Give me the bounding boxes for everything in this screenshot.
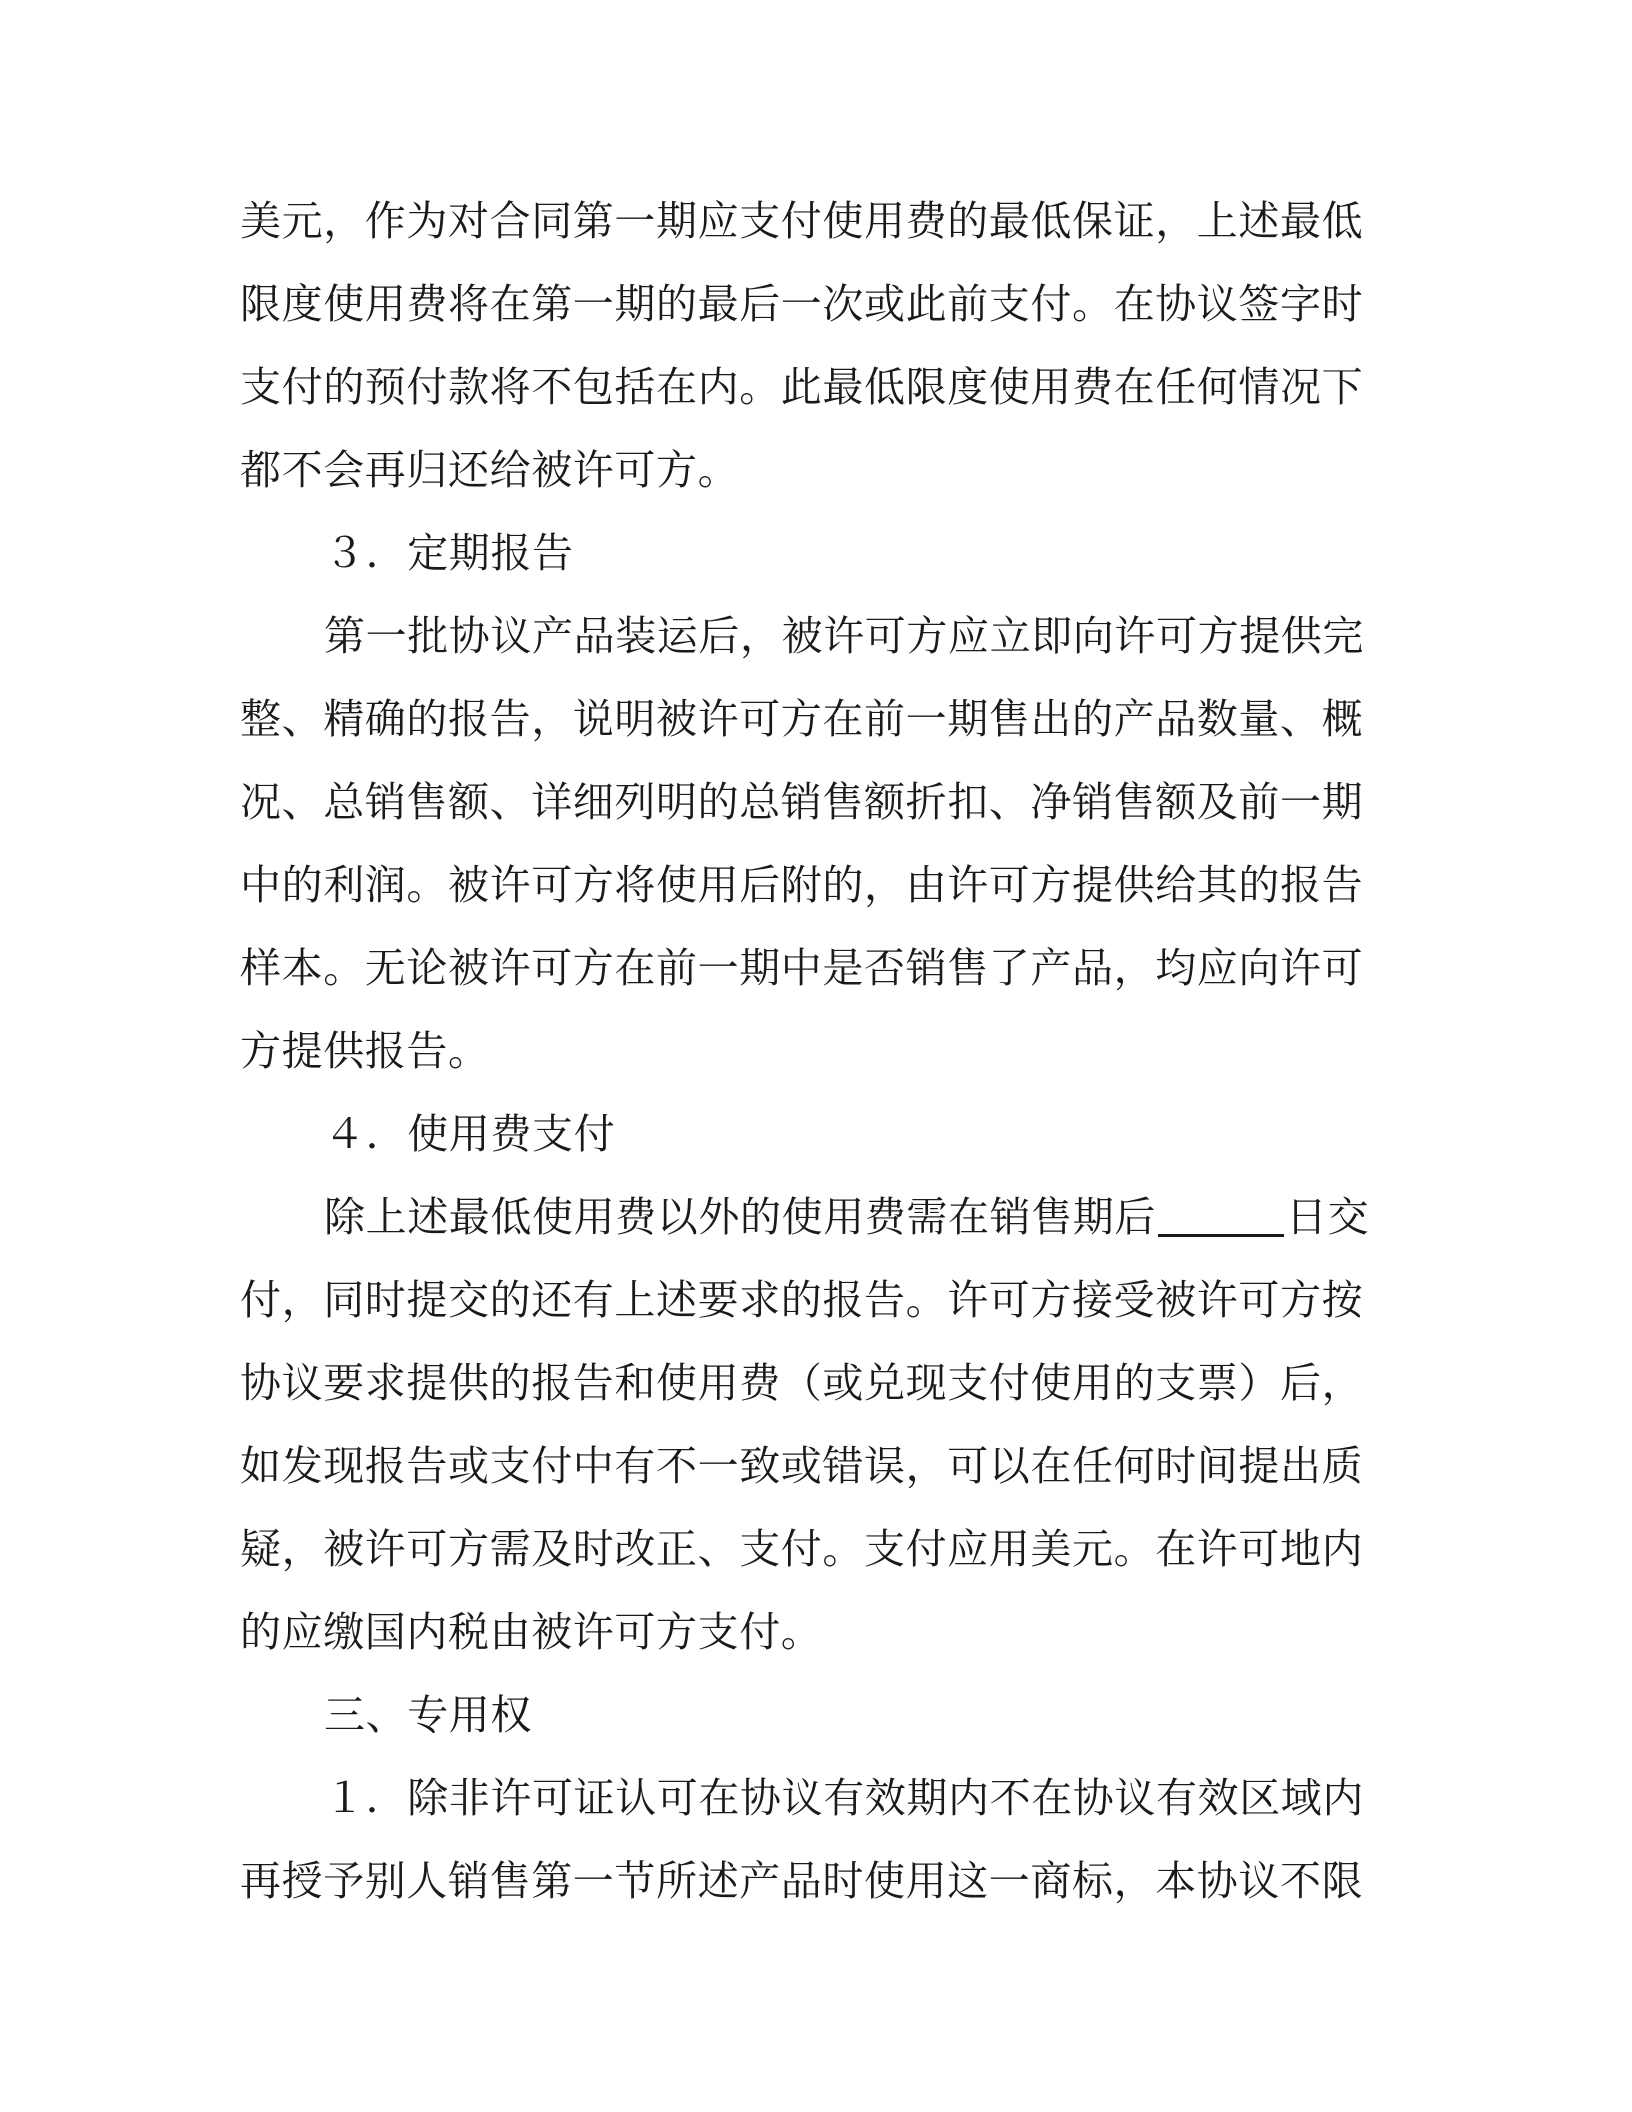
paragraph-line: 中的利润。被许可方将使用后附的，由许可方提供给其的报告	[240, 861, 1364, 909]
paragraph-line: 美元，作为对合同第一期应支付使用费的最低保证，上述最低	[240, 197, 1364, 245]
fill-in-blank	[1158, 1194, 1284, 1237]
paragraph-line: １．除非许可证认可在协议有效期内不在协议有效区域内	[324, 1774, 1364, 1822]
paragraph-line: 协议要求提供的报告和使用费（或兑现支付使用的支票）后，	[240, 1359, 1364, 1407]
paragraph-line: 况、总销售额、详细列明的总销售额折扣、净销售额及前一期	[240, 778, 1364, 826]
section-heading-exclusive-rights: 三、专用权	[324, 1691, 532, 1739]
paragraph-line: 限度使用费将在第一期的最后一次或此前支付。在协议签字时	[240, 280, 1364, 328]
paragraph-line: 第一批协议产品装运后，被许可方应立即向许可方提供完	[324, 612, 1364, 660]
paragraph-line: 都不会再归还给被许可方。	[240, 446, 740, 494]
document-body	[240, 180, 1380, 1923]
paragraph-line: 如发现报告或支付中有不一致或错误，可以在任何时间提出质	[240, 1442, 1364, 1490]
paragraph-line: 方提供报告。	[240, 1027, 490, 1075]
paragraph-line-with-blank	[240, 1176, 1380, 1259]
paragraph-line: 样本。无论被许可方在前一期中是否销售了产品，均应向许可	[240, 944, 1364, 992]
paragraph-line: 付，同时提交的还有上述要求的报告。许可方接受被许可方按	[240, 1276, 1364, 1324]
paragraph-line: 疑，被许可方需及时改正、支付。支付应用美元。在许可地内	[240, 1525, 1364, 1573]
line-text-before-blank: 除上述最低使用费以外的使用费需在销售期后	[324, 1193, 1156, 1241]
line-text-after-blank: 日交	[1286, 1193, 1370, 1241]
paragraph-line: 的应缴国内税由被许可方支付。	[240, 1608, 823, 1656]
paragraph-line: 再授予别人销售第一节所述产品时使用这一商标，本协议不限	[240, 1857, 1364, 1905]
section-heading-3: ３．定期报告	[324, 529, 574, 577]
paragraph-line: 支付的预付款将不包括在内。此最低限度使用费在任何情况下	[240, 363, 1364, 411]
paragraph-line: 整、精确的报告，说明被许可方在前一期售出的产品数量、概	[240, 695, 1364, 743]
section-heading-4: ４．使用费支付	[324, 1110, 616, 1158]
